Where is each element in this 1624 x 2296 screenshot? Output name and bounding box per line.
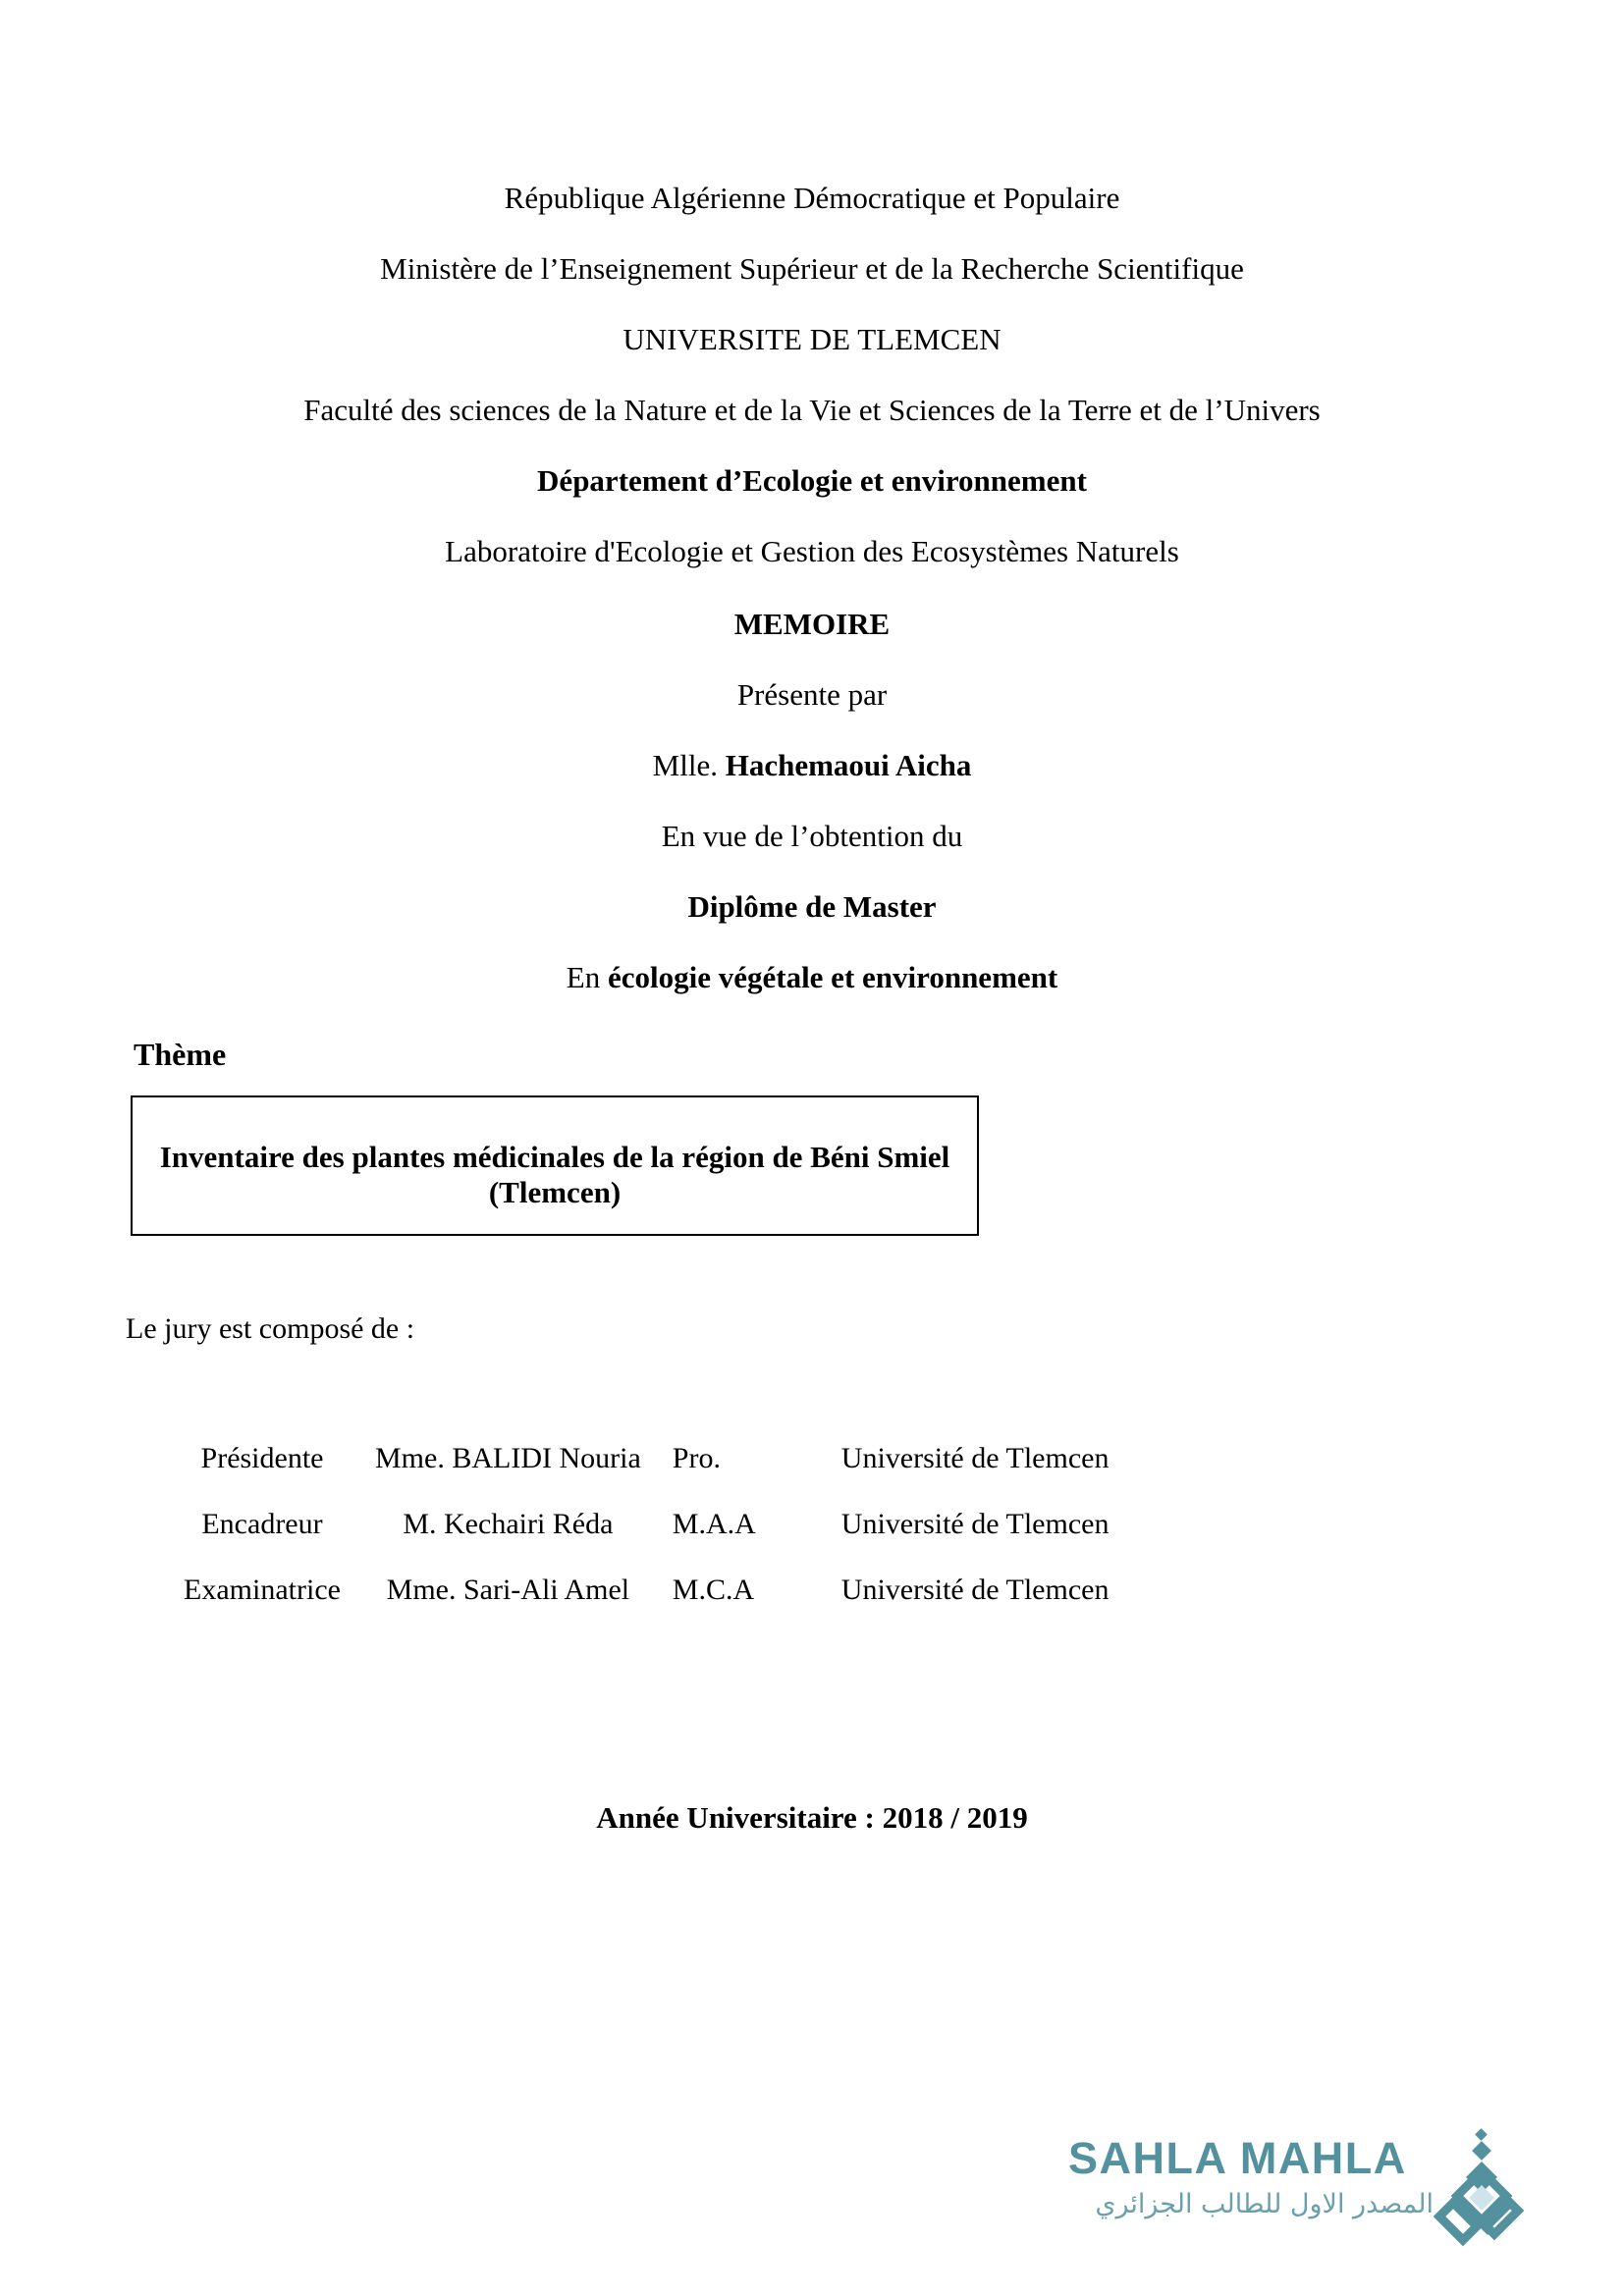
jury-role: Encadreur bbox=[201, 1508, 323, 1540]
thesis-title: Inventaire des plantes médicinales de la région de Béni Smiel (Tlemcen) bbox=[159, 1139, 950, 1209]
jury-intro: Le jury est composé de : bbox=[126, 1312, 415, 1345]
memoire-label: MEMOIRE bbox=[733, 607, 891, 641]
jury-grade: M.C.A bbox=[672, 1574, 755, 1606]
jury-grade: Pro. bbox=[672, 1442, 721, 1474]
degree-block bbox=[0, 609, 1624, 1033]
jury-institution: Université de Tlemcen bbox=[840, 1442, 1110, 1474]
header-line-department: Département d’Ecologie et environnement bbox=[537, 463, 1087, 498]
sahla-mahla-logo bbox=[1068, 2128, 1520, 2254]
academic-year: Année Universitaire : 2018 / 2019 bbox=[596, 1800, 1028, 1835]
thesis-title-box bbox=[131, 1095, 979, 1236]
header-line-republic: République Algérienne Démocratique et Populaire bbox=[504, 181, 1120, 215]
degree-purpose-line: En vue de l’obtention du bbox=[661, 819, 963, 853]
jury-name: M. Kechairi Réda bbox=[403, 1508, 614, 1540]
table-row bbox=[181, 1575, 1109, 1641]
candidate-title: Mlle. bbox=[652, 748, 718, 782]
header-line-laboratory: Laboratoire d'Ecologie et Gestion des Ecosystèmes Naturels bbox=[445, 534, 1179, 568]
speciality-prefix: En bbox=[566, 960, 601, 994]
jury-table bbox=[181, 1444, 1109, 1641]
theme-label: Thème bbox=[134, 1037, 227, 1072]
logo-arabic-tagline: المصدر الاول للطالب الجزائري bbox=[1095, 2189, 1434, 2219]
presented-by-label: Présente par bbox=[736, 677, 888, 712]
jury-name: Mme. Sari-Ali Amel bbox=[386, 1574, 630, 1606]
header-line-ministry: Ministère de l’Enseignement Supérieur et de la Recherche Scientifique bbox=[380, 251, 1244, 286]
jury-role: Présidente bbox=[200, 1442, 324, 1474]
jury-role: Examinatrice bbox=[184, 1574, 341, 1606]
diamond-ornament-icon bbox=[1434, 2128, 1524, 2248]
candidate-name: Hachemaoui Aicha bbox=[725, 748, 972, 782]
logo-wordmark: SAHLA MAHLA bbox=[1068, 2133, 1407, 2183]
table-row bbox=[181, 1510, 1109, 1575]
jury-institution: Université de Tlemcen bbox=[840, 1574, 1110, 1606]
diploma-label: Diplôme de Master bbox=[687, 889, 937, 924]
jury-name: Mme. BALIDI Nouria bbox=[375, 1442, 641, 1474]
speciality-label: écologie végétale et environnement bbox=[607, 960, 1058, 994]
table-row bbox=[181, 1444, 1109, 1510]
jury-institution: Université de Tlemcen bbox=[840, 1508, 1110, 1540]
candidate-line bbox=[0, 750, 1624, 780]
institution-header bbox=[0, 183, 1624, 607]
header-line-faculty: Faculté des sciences de la Nature et de la Vie et Sciences de la Terre et de l’Univers bbox=[303, 393, 1321, 427]
speciality-line bbox=[0, 962, 1624, 992]
header-line-university: UNIVERSITE DE TLEMCEN bbox=[623, 322, 1001, 356]
jury-grade: M.A.A bbox=[672, 1508, 756, 1540]
